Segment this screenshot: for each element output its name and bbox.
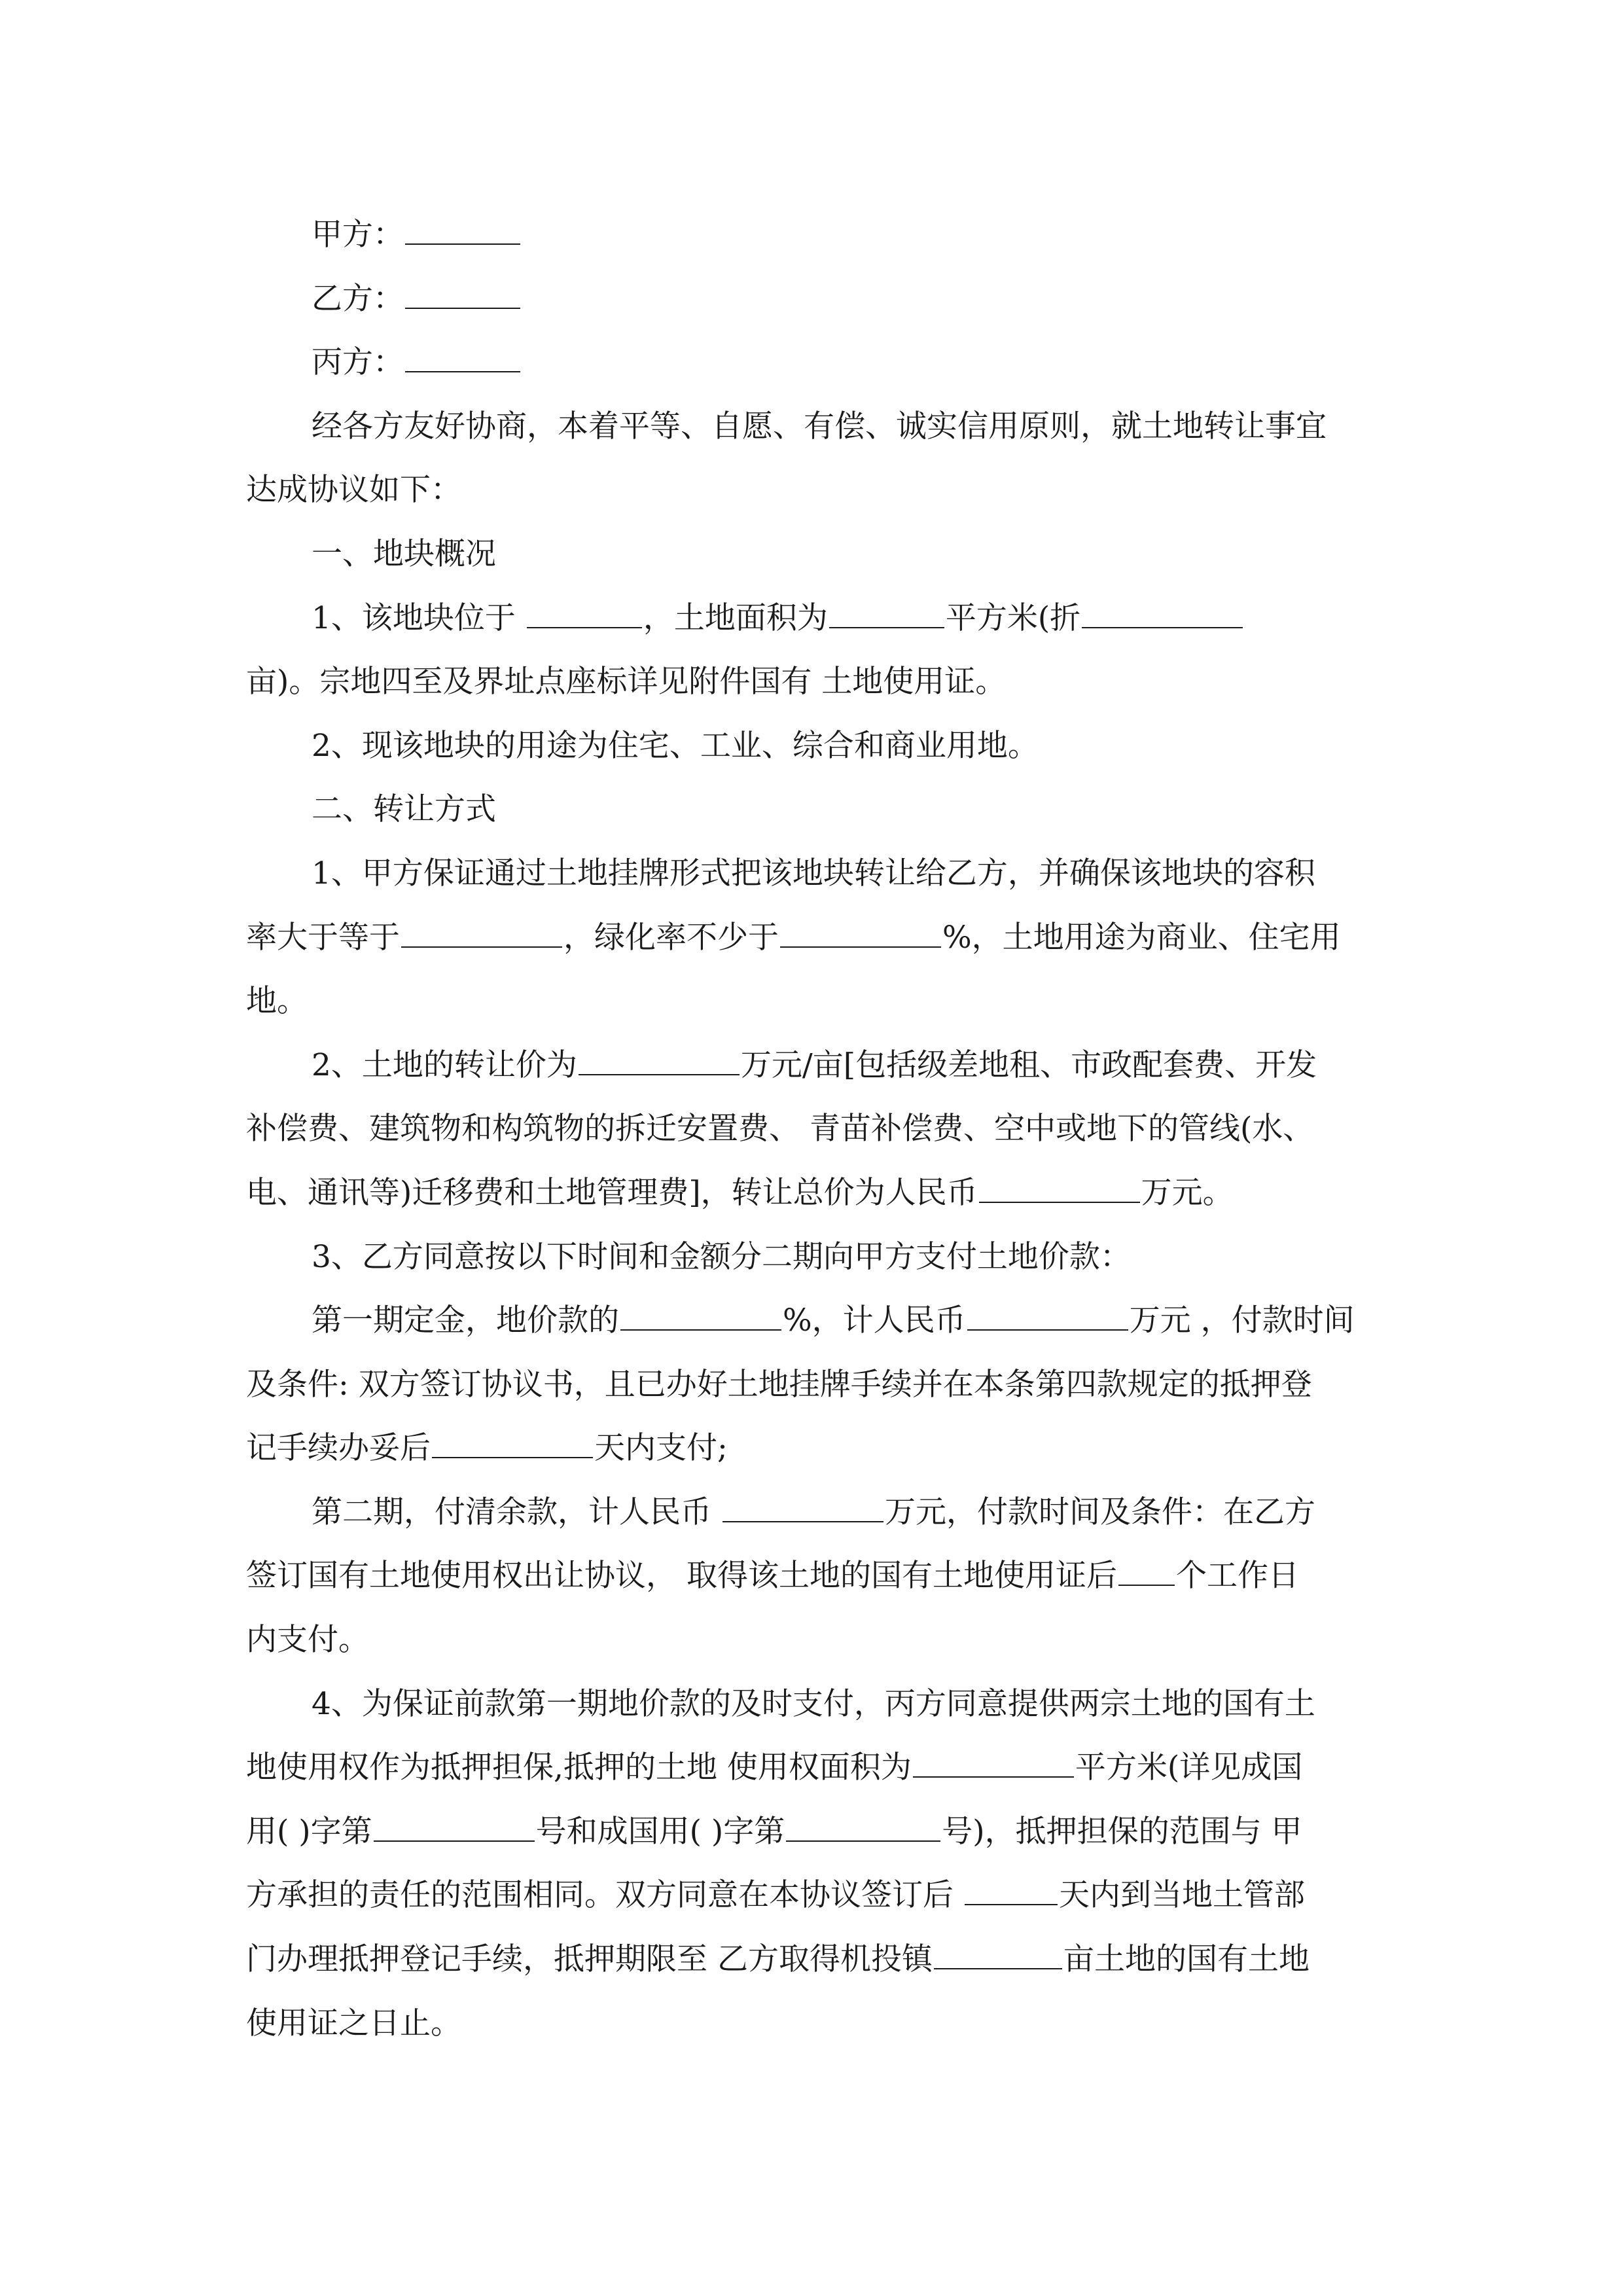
- section-1-item-1-line-2: 亩)。宗地四至及界址点座标详见附件国有 土地使用证。: [246, 664, 1007, 700]
- text-segment: 万元，付款时间及条件：在乙方: [884, 1494, 1315, 1530]
- text-segment: 记手续办妥后: [246, 1430, 431, 1467]
- text-segment: ，绿化率不少于: [563, 919, 779, 956]
- text-segment: ，土地面积为: [643, 600, 828, 636]
- text-segment: 万元/亩[包括级差地租、市政配套费、开发: [740, 1047, 1317, 1083]
- certificate-no-2-blank: [786, 1816, 940, 1842]
- text-segment: 门办理抵押登记手续，抵押期限至 乙方取得机投镇: [246, 1941, 933, 1978]
- registration-days-blank: [965, 1879, 1058, 1905]
- text-segment: 第二期，付清余款，计人民币: [312, 1494, 721, 1530]
- section-2-item-4-line-4: [246, 1863, 1380, 1928]
- location-blank: [527, 602, 642, 628]
- section-2-item-1-line-2: [246, 906, 1380, 970]
- phase-2-line-1: [246, 1480, 1380, 1545]
- text-segment: 签订国有土地使用权出让协议， 取得该土地的国有土地使用证后: [246, 1558, 1117, 1594]
- text-segment: 率大于等于: [246, 919, 400, 956]
- mu-count-blank: [934, 1943, 1062, 1969]
- section-2-item-1-line-3: 地。: [246, 983, 308, 1020]
- mu-blank: [1082, 602, 1243, 628]
- text-segment: 地使用权作为抵押担保,抵押的土地 使用权面积为: [246, 1749, 912, 1786]
- phase-1-line-2: 及条件: 双方签订协议书，且已办好土地挂牌手续并在本条第四款规定的抵押登: [246, 1366, 1312, 1403]
- section-1-item-1-line-1: [246, 586, 1380, 651]
- section-2-item-4-line-2: [246, 1736, 1380, 1800]
- text-segment: %，土地用途为商业、住宅用: [942, 919, 1341, 956]
- phase-1-line-3: [246, 1416, 1380, 1480]
- text-segment: 个工作日: [1175, 1558, 1299, 1594]
- section-2-item-2-line-3: [246, 1161, 1380, 1225]
- greening-rate-blank: [780, 922, 941, 948]
- deposit-percent-blank: [620, 1304, 781, 1331]
- text-segment: 用( )字第: [246, 1813, 372, 1850]
- text-segment: 号和成国用( )字第: [535, 1813, 785, 1850]
- section-2-heading: 二、转让方式: [312, 791, 496, 828]
- text-segment: 2、土地的转让价为: [312, 1047, 577, 1083]
- balance-amount-blank: [722, 1496, 883, 1522]
- section-2-item-4-line-3: [246, 1800, 1380, 1864]
- plot-ratio-blank: [401, 922, 562, 948]
- text-segment: 万元 ，付款时间: [1129, 1302, 1355, 1339]
- total-price-blank: [979, 1177, 1140, 1203]
- party-a-label: 甲方：: [312, 217, 404, 253]
- text-segment: %，计人民币: [783, 1302, 966, 1339]
- text-segment: 亩土地的国有土地: [1063, 1941, 1310, 1978]
- section-2-item-4-line-5: [246, 1928, 1380, 1992]
- deposit-amount-blank: [967, 1304, 1128, 1331]
- document-page: [246, 203, 1380, 2055]
- area-blank: [829, 602, 944, 628]
- text-segment: 平方米(折: [945, 600, 1081, 636]
- mortgage-area-blank: [913, 1751, 1074, 1778]
- text-segment: 号)，抵押担保的范围与 甲: [942, 1813, 1302, 1850]
- phase-2-line-2: [246, 1544, 1380, 1608]
- party-a-blank: [405, 219, 520, 245]
- text-segment: 天内到当地土管部: [1058, 1877, 1305, 1914]
- section-2-item-4-line-6: 使用证之日止。: [246, 2005, 461, 2041]
- section-2-item-3: 3、乙方同意按以下时间和金额分二期向甲方支付土地价款：: [312, 1238, 1131, 1275]
- party-a-line: [246, 203, 1380, 267]
- party-c-line: [246, 331, 1380, 395]
- working-days-blank: [1118, 1560, 1175, 1586]
- party-b-label: 乙方：: [312, 280, 404, 317]
- section-2-item-2-line-2: 补偿费、建筑物和构筑物的拆迁安置费、 青苗补偿费、空中或地下的管线(水、: [246, 1111, 1314, 1147]
- text-segment: 第一期定金，地价款的: [312, 1302, 619, 1339]
- section-2-item-4-line-1: 4、为保证前款第一期地价款的及时支付，丙方同意提供两宗土地的国有土: [312, 1685, 1315, 1722]
- unit-price-blank: [579, 1049, 740, 1075]
- text-segment: 平方米(详见成国: [1075, 1749, 1303, 1786]
- party-c-blank: [405, 346, 520, 372]
- phase-1-line-1: [246, 1289, 1380, 1353]
- party-b-line: [246, 267, 1380, 331]
- section-1-item-2: 2、现该地块的用途为住宅、工业、综合和商业用地。: [312, 727, 1039, 764]
- section-2-item-1-line-1: 1、甲方保证通过土地挂牌形式把该地块转让给乙方，并确保该地块的容积: [312, 855, 1315, 891]
- party-b-blank: [405, 283, 520, 309]
- section-2-item-2-line-1: [246, 1033, 1380, 1098]
- text-segment: 1、该地块位于: [312, 600, 526, 636]
- certificate-no-1-blank: [374, 1816, 535, 1842]
- text-segment: 方承担的责任的范围相同。双方同意在本协议签订后: [246, 1877, 963, 1914]
- text-segment: 电、通讯等)迁移费和土地管理费]，转让总价为人民币: [246, 1174, 978, 1211]
- text-segment: 万元。: [1141, 1174, 1234, 1211]
- section-1-heading: 一、地块概况: [312, 535, 496, 572]
- text-segment: 天内支付;: [594, 1430, 728, 1467]
- preamble-line-2: 达成协议如下：: [246, 472, 461, 509]
- deposit-days-blank: [432, 1432, 593, 1458]
- preamble-line-1: 经各方友好协商，本着平等、自愿、有偿、诚实信用原则，就土地转让事宜: [312, 408, 1327, 444]
- phase-2-line-3: 内支付。: [246, 1622, 369, 1659]
- party-c-label: 丙方：: [312, 344, 404, 381]
